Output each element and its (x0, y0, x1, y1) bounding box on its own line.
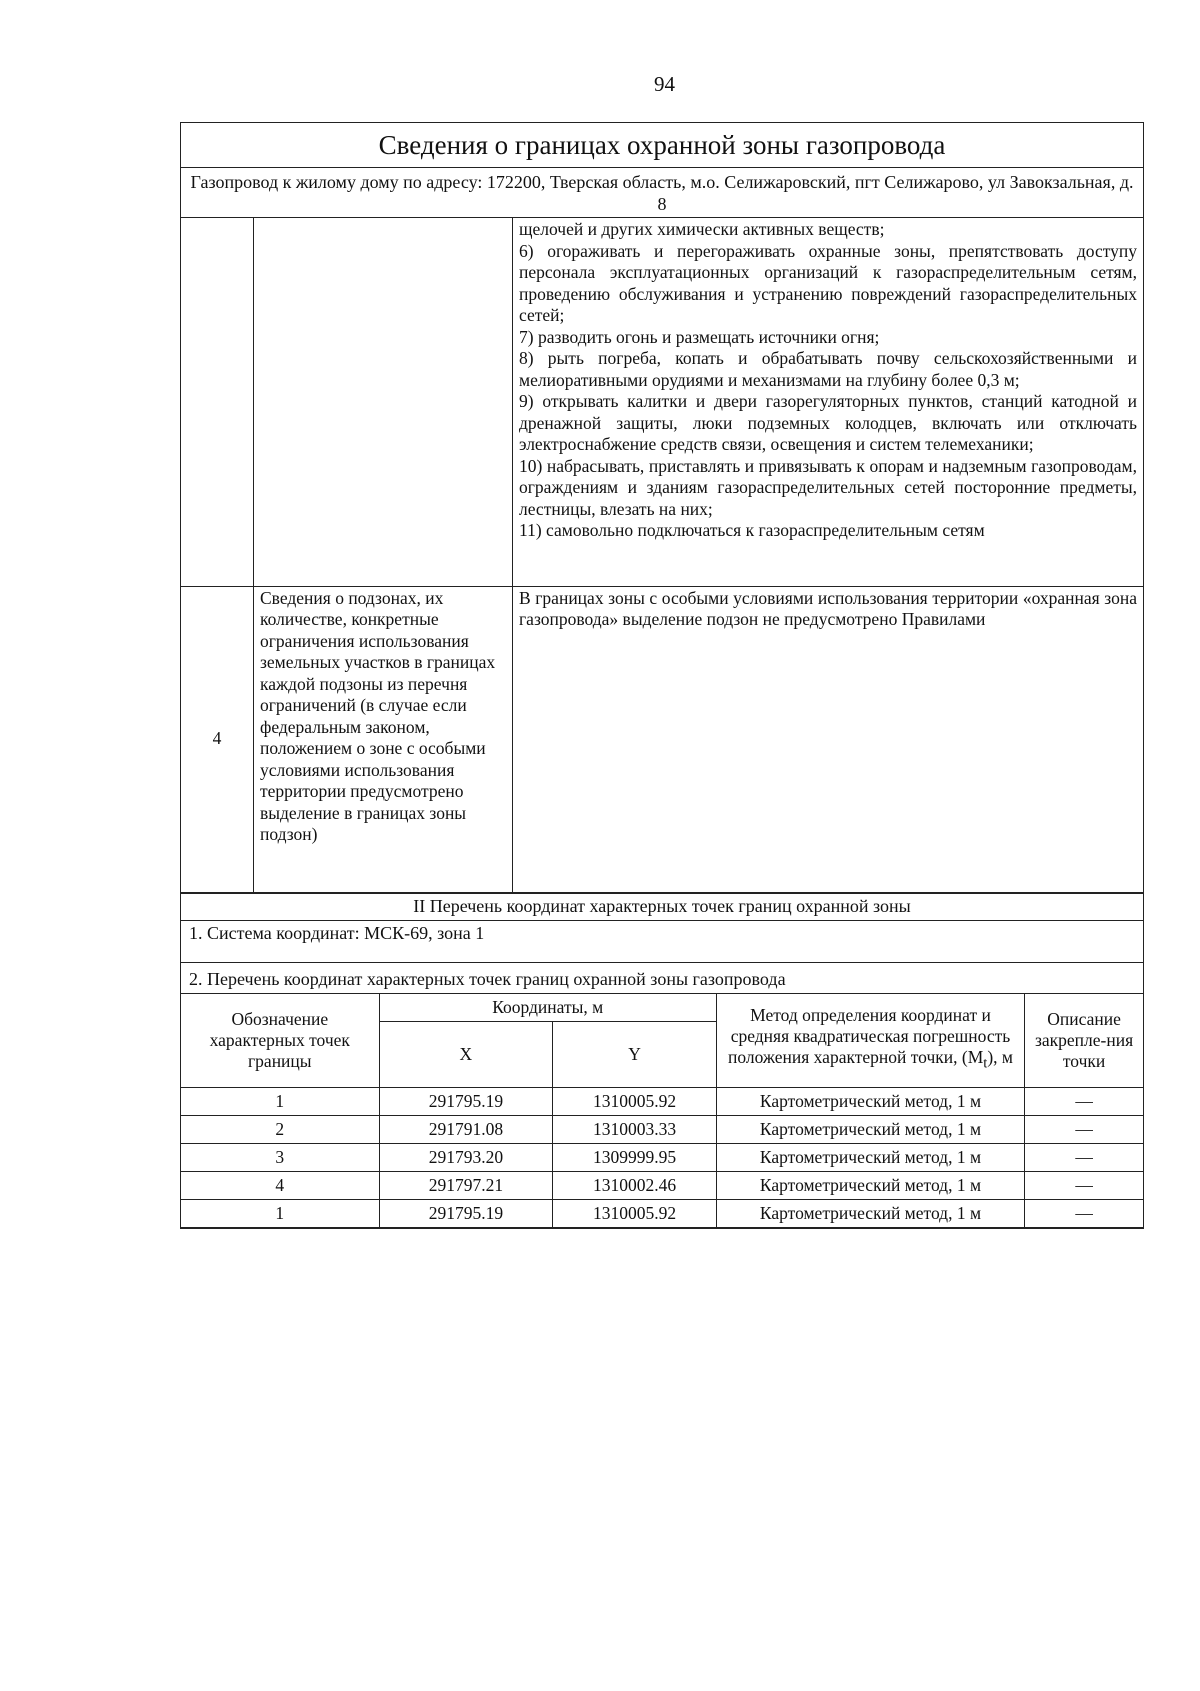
row-number (181, 218, 254, 586)
method-cell: Картометрический метод, 1 м (716, 1171, 1024, 1199)
x-cell: 291791.08 (379, 1115, 553, 1143)
y-header: Y (553, 1021, 717, 1087)
method-header-text: Метод определения координат и средняя квадратическая погрешность положения характерной точки, (M (727, 1005, 1011, 1068)
content-paragraph: 7) разводить огонь и размещать источники огня; (519, 326, 880, 347)
content-paragraph: 6) огораживать и перегораживать охранные зоны, препятствовать доступу персонала эксплуатационных организаций к газораспределительным сетям, проведению обслуживания и устранению повреждений газораспределительных сетей; (519, 240, 1137, 325)
method-header-subscript: t (983, 1055, 988, 1072)
point-cell: 4 (181, 1171, 379, 1199)
table-row (181, 586, 1143, 892)
table-row (181, 1115, 1143, 1143)
document-title: Сведения о границах охранной зоны газопровода (181, 123, 1143, 168)
method-cell: Картометрический метод, 1 м (716, 1199, 1024, 1227)
x-cell: 291795.19 (379, 1087, 553, 1115)
method-header (716, 994, 1024, 1088)
method-header-tail: ), м (987, 1047, 1014, 1068)
point-cell: 1 (181, 1199, 379, 1227)
section-ii-title: II Перечень координат характерных точек границ охранной зоны (181, 893, 1143, 921)
x-cell: 291793.20 (379, 1143, 553, 1171)
document (180, 122, 1144, 1229)
row-label (254, 218, 513, 586)
point-cell: 1 (181, 1087, 379, 1115)
page-number: 94 (654, 72, 675, 96)
content-paragraph: В границах зоны с особыми условиями использования территории «охранная зона газопровода» выделение подзон не предусмотрено Правилами (519, 587, 1137, 629)
point-cell: 2 (181, 1115, 379, 1143)
y-cell: 1310005.92 (553, 1199, 717, 1227)
method-cell: Картометрический метод, 1 м (716, 1087, 1024, 1115)
y-cell: 1310002.46 (553, 1171, 717, 1199)
description-cell: — (1025, 1087, 1143, 1115)
content-paragraph: 8) рыть погреба, копать и обрабатывать почву сельскохозяйственными и мелиоративными орудиями и механизмами на глубину более 0,3 м; (519, 348, 1137, 390)
restrictions-table (181, 218, 1143, 893)
y-cell: 1309999.95 (553, 1143, 717, 1171)
y-cell: 1310005.92 (553, 1087, 717, 1115)
row-content (513, 586, 1144, 892)
table-row (181, 1143, 1143, 1171)
gas-pipeline-address: Газопровод к жилому дому по адресу: 172200, Тверская область, м.о. Селижаровский, пгт Селижарово, ул Завокзальная, д. 8 (181, 168, 1143, 218)
y-cell: 1310003.33 (553, 1115, 717, 1143)
description-cell: — (1025, 1199, 1143, 1227)
coordinates-table (181, 994, 1143, 1228)
description-cell: — (1025, 1171, 1143, 1199)
content-paragraph: 10) набрасывать, приставлять и привязывать к опорам и надземным газопроводам, ограждениям и зданиям газораспределительных сетей посторонние предметы, лестницы, влезать на них; (519, 455, 1137, 519)
table-bottom-border (180, 1228, 1144, 1229)
point-cell: 3 (181, 1143, 379, 1171)
x-header: X (379, 1021, 553, 1087)
point-header: Обозначение характерных точек границы (181, 994, 379, 1088)
method-cell: Картометрический метод, 1 м (716, 1115, 1024, 1143)
table-row (181, 1087, 1143, 1115)
points-list-title: 2. Перечень координат характерных точек границ охранной зоны газопровода (181, 963, 1143, 994)
description-cell: — (1025, 1115, 1143, 1143)
content-paragraph: 9) открывать калитки и двери газорегуляторных пунктов, станций катодной и дренажной защиты, люки подземных колодцев, включать или отключать электроснабжение средств связи, освещения и систем телемеханики; (519, 391, 1137, 454)
content-paragraph: 11) самовольно подключаться к газораспределительным сетям (519, 520, 985, 540)
coordinates-header: Координаты, м (379, 994, 716, 1022)
table-row (181, 218, 1143, 586)
method-cell: Картометрический метод, 1 м (716, 1143, 1024, 1171)
description-header: Описание закрепле-ния точки (1025, 994, 1143, 1088)
description-cell: — (1025, 1143, 1143, 1171)
x-cell: 291797.21 (379, 1171, 553, 1199)
x-cell: 291795.19 (379, 1199, 553, 1227)
content-paragraph: щелочей и других химически активных веществ; (519, 219, 885, 239)
table-row (181, 1171, 1143, 1199)
row-label: Сведения о подзонах, их количестве, конкретные ограничения использования земельных участков в границах каждой подзоны из перечня ограничений (в случае если федеральным законом, положением о зоне с особыми условиями использования территории предусмотрено выделение в границах зоны подзон) (254, 586, 513, 892)
coordinate-system: 1. Система координат: МСК-69, зона 1 (181, 921, 1143, 963)
row-number: 4 (181, 586, 254, 892)
zone-info-box (180, 122, 1144, 1228)
row-content (513, 218, 1144, 586)
table-row (181, 1199, 1143, 1227)
